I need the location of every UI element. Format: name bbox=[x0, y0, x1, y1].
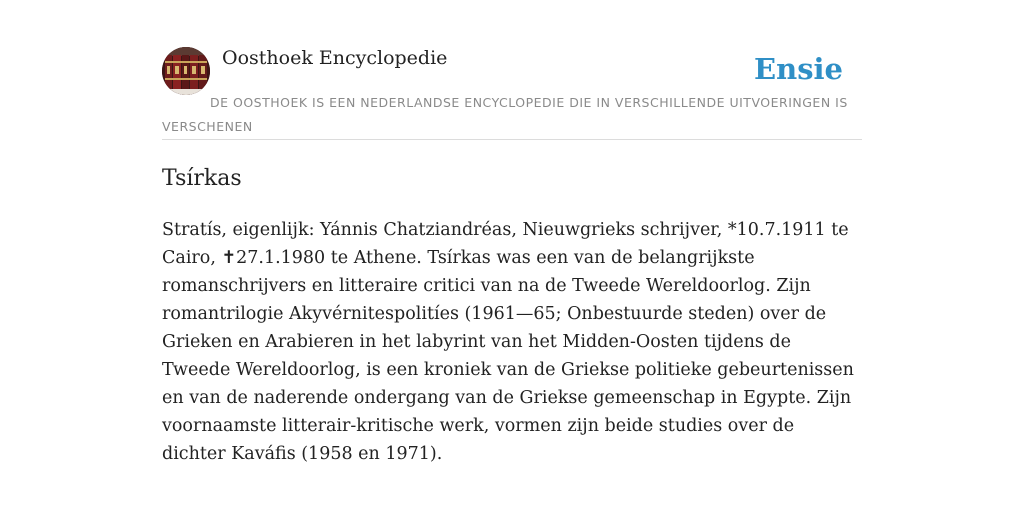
site-header bbox=[162, 46, 862, 140]
article-title: Tsírkas bbox=[162, 166, 242, 191]
book-spines-icon[interactable] bbox=[162, 47, 210, 95]
site-name[interactable]: Oosthoek Encyclopedie bbox=[222, 47, 448, 69]
site-tagline: DE OOSTHOEK IS EEN NEDERLANDSE ENCYCLOPEDIE DIE IN VERSCHILLENDE UITVOERINGEN IS VERSCHENEN bbox=[162, 95, 848, 134]
brand-logo[interactable]: Ensie bbox=[754, 52, 843, 86]
article-body: Stratís, eigenlijk: Yánnis Chatziandréas, Nieuwgrieks schrijver, *10.7.1911 te Cairo, ✝27.1.1980 te Athene. Tsírkas was een van de belangrijkste romanschrijvers en litteraire critici van na de Tweede Wereldoorlog. Zijn romantrilogie Akyvérnitespolitíes (1961—65; Onbestuurde steden) over de Grieken en Arabieren in het labyrint van het Midden-Oosten tijdens de Tweede Wereldoorlog, is een kroniek van de Griekse politieke gebeurtenissen en van de naderende ondergang van de Griekse gemeenschap in Egypte. Zijn voornaamste litterair-kritische werk, vormen zijn beide studies over de dichter Kaváfis (1958 en 1971). bbox=[162, 220, 854, 464]
